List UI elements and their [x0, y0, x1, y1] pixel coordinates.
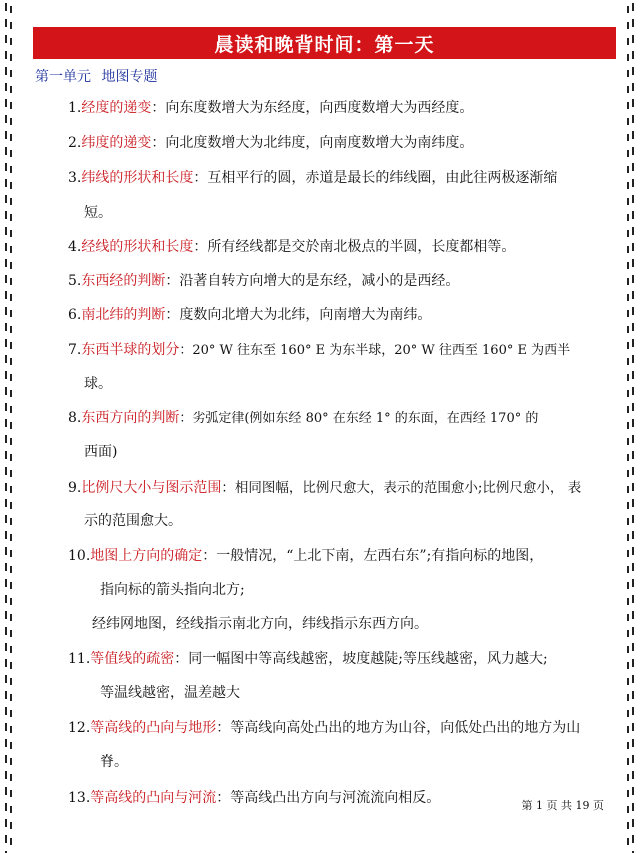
- item-text-continuation: 等温线越密，温差越大: [100, 685, 240, 701]
- item-text-continuation: 经纬网地图，经线指示南北方向，纬线指示东西方向。: [92, 616, 428, 632]
- item-text: ：所有经线都是交於南北极点的半圆，长度都相等。: [193, 239, 516, 255]
- item-text: ：20° W 往东至 160° E 为东半球，20° W 往西至 160° E 为西半: [179, 343, 571, 358]
- item-text: ：度数向北增大为北纬，向南增大为南纬。: [165, 307, 432, 323]
- item-number: 13.: [68, 790, 91, 806]
- list-item: [68, 546, 543, 566]
- list-item: [68, 478, 581, 498]
- list-item: [68, 408, 538, 429]
- item-keyword: 经线的形状和长度: [81, 239, 194, 255]
- item-text-continuation: 球。: [84, 376, 112, 392]
- item-keyword: 经度的递变: [81, 100, 152, 116]
- item-text: ：沿著自转方向增大的是东经，减小的是西经。: [165, 273, 460, 289]
- item-keyword: 等高线的凸向与地形: [90, 720, 217, 736]
- item-keyword: 纬线的形状和长度: [81, 170, 194, 186]
- list-item: [68, 271, 459, 291]
- item-number: 7.: [68, 342, 82, 358]
- page-number: 第 1 页 共 19 页: [521, 799, 604, 812]
- item-number: 9.: [68, 480, 82, 496]
- list-item: [68, 340, 570, 361]
- unit-heading: [35, 66, 163, 86]
- item-text: ：互相平行的圆，赤道是最长的纬线圈，由此往两极逐渐缩: [193, 170, 558, 186]
- item-text: ：同一幅图中等高线越密，坡度越陡;等压线越密，风力越大;: [174, 651, 548, 667]
- item-keyword: 南北纬的判断: [81, 307, 166, 323]
- unit-label: 第一单元: [35, 69, 91, 85]
- item-text: ：等高线凸出方向与河流流向相反。: [216, 790, 441, 806]
- item-keyword: 比例尺大小与图示范围: [81, 480, 222, 496]
- item-number: 8.: [68, 410, 82, 426]
- list-item: [68, 133, 473, 153]
- item-text: ：向北度数增大为北纬度，向南度数增大为南纬度。: [151, 135, 474, 151]
- item-text: ：相同图幅，比例尺愈大，表示的范围愈小;比例尺愈小， 表: [221, 480, 582, 496]
- item-text-continuation: 短。: [84, 205, 112, 221]
- item-keyword: 等值线的疏密: [90, 651, 175, 667]
- item-number: 2.: [68, 135, 82, 151]
- item-text-continuation: 脊。: [100, 754, 128, 770]
- page-title: 晨读和晚背时间：第一天: [33, 27, 616, 59]
- item-keyword: 东西方向的判断: [81, 410, 180, 426]
- item-text: ：一般情况，“上北下南，左西右东”;有指向标的地图，: [202, 548, 544, 564]
- list-item: [68, 649, 548, 669]
- item-text: ：劣弧定律(例如东经 80° 在东经 1° 的东面，在西经 170° 的: [179, 411, 539, 426]
- list-item: [68, 718, 580, 738]
- list-item: [68, 98, 473, 118]
- unit-topic: 地图专题: [101, 69, 158, 85]
- list-item: [68, 788, 440, 808]
- item-number: 12.: [68, 720, 91, 736]
- item-text-continuation: 指向标的箭头指向北方;: [100, 582, 245, 598]
- list-item: [68, 168, 557, 188]
- item-keyword: 地图上方向的确定: [90, 548, 203, 564]
- list-item: [68, 305, 431, 325]
- item-number: 5.: [68, 273, 82, 289]
- item-text-continuation: 西面): [84, 444, 118, 460]
- item-number: 10.: [68, 548, 91, 564]
- item-number: 3.: [68, 170, 82, 186]
- item-number: 11.: [68, 651, 91, 667]
- item-number: 4.: [68, 239, 82, 255]
- item-keyword: 纬度的递变: [81, 135, 152, 151]
- item-number: 6.: [68, 307, 82, 323]
- left-decorative-border: [2, 0, 16, 853]
- item-keyword: 东西半球的划分: [81, 342, 180, 358]
- item-text-continuation: 示的范围愈大。: [84, 513, 182, 529]
- item-text: ：向东度数增大为东经度，向西度数增大为西经度。: [151, 100, 474, 116]
- item-keyword: 东西经的判断: [81, 273, 166, 289]
- list-item: [68, 237, 515, 257]
- item-keyword: 等高线的凸向与河流: [90, 790, 217, 806]
- item-number: 1.: [68, 100, 82, 116]
- right-decorative-border: [624, 0, 638, 853]
- item-text: ：等高线向高处凸出的地方为山谷，向低处凸出的地方为山: [216, 720, 581, 736]
